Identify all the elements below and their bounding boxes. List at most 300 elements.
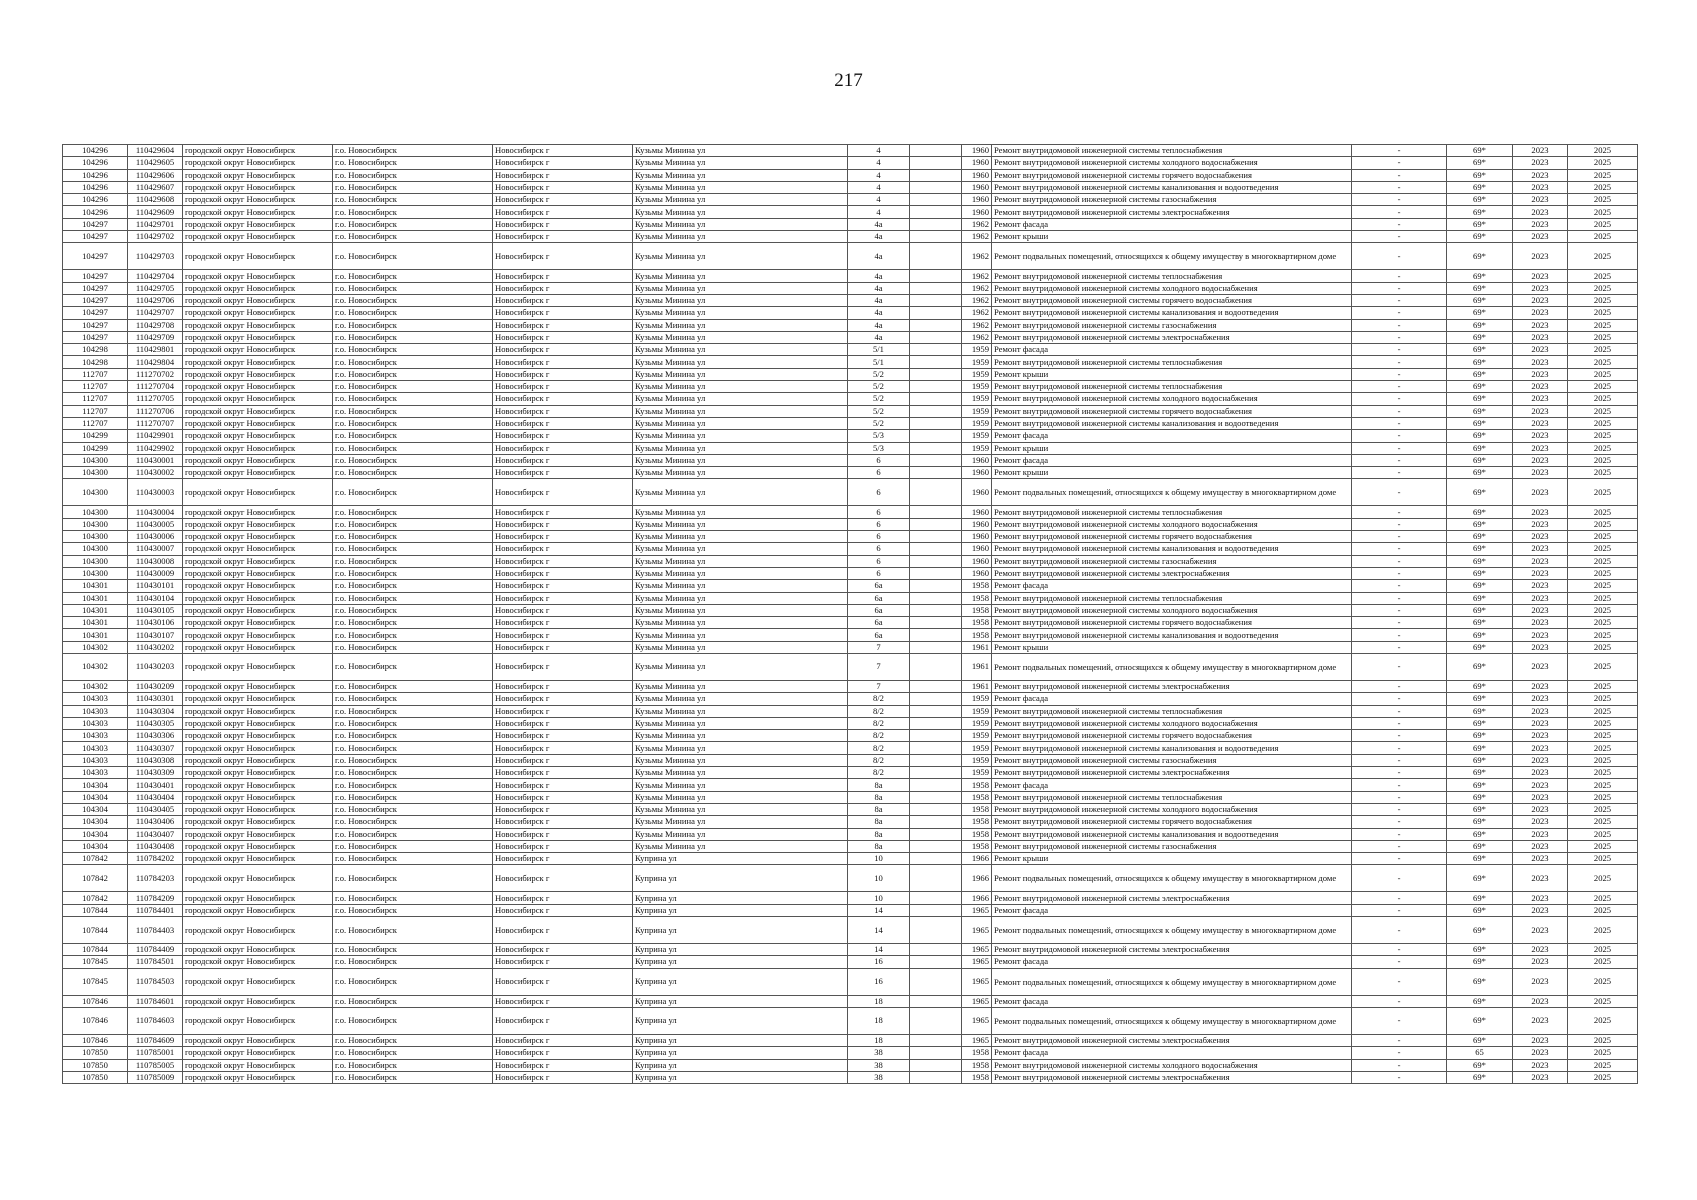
municipality-cell: г.о. Новосибирск	[333, 828, 493, 840]
year-start-cell: 2023	[1513, 1007, 1568, 1034]
work-type-cell: Ремонт подвальных помещений, относящихся к общему имуществу в многоквартирном доме	[992, 243, 1352, 270]
street-cell: Кузьмы Минина ул	[633, 319, 848, 331]
street-cell: Кузьмы Минина ул	[633, 331, 848, 343]
settlement-cell: Новосибирск г	[493, 840, 633, 852]
empty-cell	[910, 1059, 962, 1071]
empty-cell	[910, 282, 962, 294]
table-row	[63, 840, 1638, 852]
dash-cell: -	[1352, 828, 1447, 840]
empty-cell	[910, 356, 962, 368]
street-cell: Кузьмы Минина ул	[633, 479, 848, 506]
street-cell: Кузьмы Минина ул	[633, 653, 848, 680]
work-id: 110430007	[128, 543, 183, 555]
year-built-cell: 1965	[962, 1034, 992, 1046]
district-cell: городской округ Новосибирск	[183, 680, 333, 692]
value-cell: 69*	[1447, 430, 1513, 442]
empty-cell	[910, 865, 962, 892]
table-row	[63, 1059, 1638, 1071]
settlement-cell: Новосибирск г	[493, 567, 633, 579]
year-start-cell: 2023	[1513, 331, 1568, 343]
empty-cell	[910, 968, 962, 995]
empty-cell	[910, 641, 962, 653]
street-cell: Кузьмы Минина ул	[633, 580, 848, 592]
work-id: 110430008	[128, 555, 183, 567]
work-id: 110430003	[128, 479, 183, 506]
house-number-cell: 6	[848, 543, 910, 555]
year-start-cell: 2023	[1513, 467, 1568, 479]
year-end-cell: 2025	[1568, 567, 1638, 579]
house-number-cell: 8/2	[848, 730, 910, 742]
dash-cell: -	[1352, 218, 1447, 230]
district-cell: городской округ Новосибирск	[183, 368, 333, 380]
year-built-cell: 1958	[962, 617, 992, 629]
municipality-cell: г.о. Новосибирск	[333, 243, 493, 270]
empty-cell	[910, 270, 962, 282]
municipality-cell: г.о. Новосибирск	[333, 1059, 493, 1071]
work-id: 110429706	[128, 294, 183, 306]
street-cell: Кузьмы Минина ул	[633, 791, 848, 803]
building-id: 104302	[63, 641, 128, 653]
dash-cell: -	[1352, 956, 1447, 968]
work-type-cell: Ремонт подвальных помещений, относящихся к общему имуществу в многоквартирном доме	[992, 653, 1352, 680]
value-cell: 69*	[1447, 767, 1513, 779]
settlement-cell: Новосибирск г	[493, 1007, 633, 1034]
dash-cell: -	[1352, 816, 1447, 828]
street-cell: Кузьмы Минина ул	[633, 206, 848, 218]
year-built-cell: 1965	[962, 968, 992, 995]
dash-cell: -	[1352, 157, 1447, 169]
year-built-cell: 1959	[962, 742, 992, 754]
value-cell: 69*	[1447, 1007, 1513, 1034]
work-id: 110429606	[128, 169, 183, 181]
work-id: 111270706	[128, 405, 183, 417]
district-cell: городской округ Новосибирск	[183, 693, 333, 705]
value-cell: 69*	[1447, 968, 1513, 995]
year-end-cell: 2025	[1568, 454, 1638, 466]
settlement-cell: Новосибирск г	[493, 617, 633, 629]
table-row	[63, 1034, 1638, 1046]
house-number-cell: 18	[848, 1034, 910, 1046]
municipality-cell: г.о. Новосибирск	[333, 567, 493, 579]
municipality-cell: г.о. Новосибирск	[333, 1034, 493, 1046]
district-cell: городской округ Новосибирск	[183, 543, 333, 555]
value-cell: 69*	[1447, 194, 1513, 206]
street-cell: Кузьмы Минина ул	[633, 531, 848, 543]
year-start-cell: 2023	[1513, 344, 1568, 356]
municipality-cell: г.о. Новосибирск	[333, 629, 493, 641]
street-cell: Кузьмы Минина ул	[633, 604, 848, 616]
district-cell: городской округ Новосибирск	[183, 405, 333, 417]
district-cell: городской округ Новосибирск	[183, 344, 333, 356]
empty-cell	[910, 730, 962, 742]
year-start-cell: 2023	[1513, 580, 1568, 592]
settlement-cell: Новосибирск г	[493, 319, 633, 331]
dash-cell: -	[1352, 865, 1447, 892]
dash-cell: -	[1352, 543, 1447, 555]
municipality-cell: г.о. Новосибирск	[333, 840, 493, 852]
municipality-cell: г.о. Новосибирск	[333, 381, 493, 393]
house-number-cell: 38	[848, 1047, 910, 1059]
municipality-cell: г.о. Новосибирск	[333, 680, 493, 692]
building-id: 104300	[63, 567, 128, 579]
house-number-cell: 4а	[848, 307, 910, 319]
value-cell: 69*	[1447, 995, 1513, 1007]
district-cell: городской округ Новосибирск	[183, 1034, 333, 1046]
empty-cell	[910, 629, 962, 641]
work-type-cell: Ремонт внутридомовой инженерной системы газоснабжения	[992, 194, 1352, 206]
building-id: 104300	[63, 467, 128, 479]
building-id: 107845	[63, 956, 128, 968]
year-built-cell: 1958	[962, 1047, 992, 1059]
house-number-cell: 6	[848, 479, 910, 506]
municipality-cell: г.о. Новосибирск	[333, 356, 493, 368]
value-cell: 69*	[1447, 944, 1513, 956]
house-number-cell: 8/2	[848, 754, 910, 766]
work-id: 110784501	[128, 956, 183, 968]
empty-cell	[910, 754, 962, 766]
year-end-cell: 2025	[1568, 853, 1638, 865]
dash-cell: -	[1352, 555, 1447, 567]
work-id: 110429607	[128, 181, 183, 193]
house-number-cell: 5/2	[848, 405, 910, 417]
house-number-cell: 6а	[848, 617, 910, 629]
page-number: 217	[834, 70, 863, 91]
year-built-cell: 1958	[962, 779, 992, 791]
value-cell: 69*	[1447, 1059, 1513, 1071]
empty-cell	[910, 592, 962, 604]
value-cell: 69*	[1447, 442, 1513, 454]
year-start-cell: 2023	[1513, 1047, 1568, 1059]
district-cell: городской округ Новосибирск	[183, 705, 333, 717]
value-cell: 69*	[1447, 816, 1513, 828]
municipality-cell: г.о. Новосибирск	[333, 904, 493, 916]
table-row	[63, 580, 1638, 592]
value-cell: 69*	[1447, 865, 1513, 892]
district-cell: городской округ Новосибирск	[183, 531, 333, 543]
building-id: 107850	[63, 1059, 128, 1071]
municipality-cell: г.о. Новосибирск	[333, 454, 493, 466]
table-row	[63, 381, 1638, 393]
house-number-cell: 16	[848, 968, 910, 995]
value-cell: 69*	[1447, 717, 1513, 729]
year-built-cell: 1959	[962, 767, 992, 779]
year-built-cell: 1962	[962, 231, 992, 243]
year-built-cell: 1958	[962, 840, 992, 852]
empty-cell	[910, 828, 962, 840]
municipality-cell: г.о. Новосибирск	[333, 145, 493, 157]
work-id: 110430203	[128, 653, 183, 680]
work-id: 110430004	[128, 506, 183, 518]
year-built-cell: 1966	[962, 853, 992, 865]
year-end-cell: 2025	[1568, 417, 1638, 429]
value-cell: 69*	[1447, 567, 1513, 579]
settlement-cell: Новосибирск г	[493, 282, 633, 294]
building-id: 104297	[63, 294, 128, 306]
year-end-cell: 2025	[1568, 641, 1638, 653]
building-id: 104300	[63, 518, 128, 530]
district-cell: городской округ Новосибирск	[183, 282, 333, 294]
year-end-cell: 2025	[1568, 865, 1638, 892]
district-cell: городской округ Новосибирск	[183, 307, 333, 319]
district-cell: городской округ Новосибирск	[183, 479, 333, 506]
street-cell: Куприна ул	[633, 892, 848, 904]
building-id: 107842	[63, 853, 128, 865]
settlement-cell: Новосибирск г	[493, 344, 633, 356]
street-cell: Кузьмы Минина ул	[633, 157, 848, 169]
year-start-cell: 2023	[1513, 1034, 1568, 1046]
value-cell: 69*	[1447, 206, 1513, 218]
year-end-cell: 2025	[1568, 430, 1638, 442]
settlement-cell: Новосибирск г	[493, 145, 633, 157]
empty-cell	[910, 779, 962, 791]
municipality-cell: г.о. Новосибирск	[333, 853, 493, 865]
table-row	[63, 282, 1638, 294]
table-row	[63, 653, 1638, 680]
year-end-cell: 2025	[1568, 680, 1638, 692]
building-id: 104303	[63, 742, 128, 754]
dash-cell: -	[1352, 791, 1447, 803]
work-type-cell: Ремонт внутридомовой инженерной системы холодного водоснабжения	[992, 282, 1352, 294]
dash-cell: -	[1352, 356, 1447, 368]
work-type-cell: Ремонт внутридомовой инженерной системы горячего водоснабжения	[992, 816, 1352, 828]
year-built-cell: 1965	[962, 904, 992, 916]
work-type-cell: Ремонт внутридомовой инженерной системы теплоснабжения	[992, 705, 1352, 717]
work-type-cell: Ремонт внутридомовой инженерной системы канализования и водоотведения	[992, 629, 1352, 641]
value-cell: 69*	[1447, 917, 1513, 944]
year-start-cell: 2023	[1513, 995, 1568, 1007]
house-number-cell: 5/1	[848, 356, 910, 368]
house-number-cell: 8/2	[848, 693, 910, 705]
work-type-cell: Ремонт внутридомовой инженерной системы электроснабжения	[992, 1034, 1352, 1046]
settlement-cell: Новосибирск г	[493, 479, 633, 506]
value-cell: 69*	[1447, 479, 1513, 506]
year-start-cell: 2023	[1513, 181, 1568, 193]
year-end-cell: 2025	[1568, 754, 1638, 766]
street-cell: Кузьмы Минина ул	[633, 181, 848, 193]
year-built-cell: 1965	[962, 917, 992, 944]
work-type-cell: Ремонт внутридомовой инженерной системы электроснабжения	[992, 680, 1352, 692]
settlement-cell: Новосибирск г	[493, 779, 633, 791]
table-row	[63, 1047, 1638, 1059]
municipality-cell: г.о. Новосибирск	[333, 816, 493, 828]
settlement-cell: Новосибирск г	[493, 742, 633, 754]
year-start-cell: 2023	[1513, 865, 1568, 892]
settlement-cell: Новосибирск г	[493, 995, 633, 1007]
year-built-cell: 1959	[962, 717, 992, 729]
house-number-cell: 8/2	[848, 742, 910, 754]
table-row	[63, 442, 1638, 454]
year-end-cell: 2025	[1568, 442, 1638, 454]
year-built-cell: 1962	[962, 319, 992, 331]
house-number-cell: 6	[848, 506, 910, 518]
year-start-cell: 2023	[1513, 767, 1568, 779]
year-start-cell: 2023	[1513, 442, 1568, 454]
work-id: 110429801	[128, 344, 183, 356]
work-type-cell: Ремонт внутридомовой инженерной системы холодного водоснабжения	[992, 518, 1352, 530]
empty-cell	[910, 853, 962, 865]
dash-cell: -	[1352, 892, 1447, 904]
building-id: 104303	[63, 754, 128, 766]
work-type-cell: Ремонт внутридомовой инженерной системы горячего водоснабжения	[992, 169, 1352, 181]
municipality-cell: г.о. Новосибирск	[333, 218, 493, 230]
settlement-cell: Новосибирск г	[493, 270, 633, 282]
work-id: 110430306	[128, 730, 183, 742]
municipality-cell: г.о. Новосибирск	[333, 1007, 493, 1034]
building-id: 104297	[63, 270, 128, 282]
building-id: 104297	[63, 282, 128, 294]
empty-cell	[910, 169, 962, 181]
empty-cell	[910, 518, 962, 530]
year-end-cell: 2025	[1568, 828, 1638, 840]
dash-cell: -	[1352, 194, 1447, 206]
value-cell: 69*	[1447, 405, 1513, 417]
year-built-cell: 1962	[962, 307, 992, 319]
year-built-cell: 1959	[962, 430, 992, 442]
settlement-cell: Новосибирск г	[493, 555, 633, 567]
district-cell: городской округ Новосибирск	[183, 944, 333, 956]
building-id: 104296	[63, 157, 128, 169]
year-end-cell: 2025	[1568, 393, 1638, 405]
building-id: 104296	[63, 181, 128, 193]
year-built-cell: 1960	[962, 181, 992, 193]
dash-cell: -	[1352, 705, 1447, 717]
value-cell: 69*	[1447, 791, 1513, 803]
work-type-cell: Ремонт внутридомовой инженерной системы электроснабжения	[992, 944, 1352, 956]
street-cell: Куприна ул	[633, 917, 848, 944]
year-start-cell: 2023	[1513, 705, 1568, 717]
registry-rows	[63, 145, 1638, 1084]
work-type-cell: Ремонт внутридомовой инженерной системы теплоснабжения	[992, 381, 1352, 393]
work-id: 110429702	[128, 231, 183, 243]
year-end-cell: 2025	[1568, 1007, 1638, 1034]
house-number-cell: 7	[848, 641, 910, 653]
municipality-cell: г.о. Новосибирск	[333, 206, 493, 218]
work-id: 110429804	[128, 356, 183, 368]
settlement-cell: Новосибирск г	[493, 580, 633, 592]
dash-cell: -	[1352, 282, 1447, 294]
value-cell: 69*	[1447, 853, 1513, 865]
street-cell: Кузьмы Минина ул	[633, 294, 848, 306]
street-cell: Куприна ул	[633, 1047, 848, 1059]
table-row	[63, 904, 1638, 916]
work-id: 110429709	[128, 331, 183, 343]
house-number-cell: 6а	[848, 629, 910, 641]
value-cell: 69*	[1447, 779, 1513, 791]
year-end-cell: 2025	[1568, 518, 1638, 530]
municipality-cell: г.о. Новосибирск	[333, 307, 493, 319]
street-cell: Кузьмы Минина ул	[633, 430, 848, 442]
work-type-cell: Ремонт внутридомовой инженерной системы электроснабжения	[992, 331, 1352, 343]
year-end-cell: 2025	[1568, 730, 1638, 742]
street-cell: Кузьмы Минина ул	[633, 243, 848, 270]
street-cell: Кузьмы Минина ул	[633, 169, 848, 181]
year-start-cell: 2023	[1513, 194, 1568, 206]
settlement-cell: Новосибирск г	[493, 356, 633, 368]
municipality-cell: г.о. Новосибирск	[333, 956, 493, 968]
house-number-cell: 6а	[848, 592, 910, 604]
settlement-cell: Новосибирск г	[493, 892, 633, 904]
dash-cell: -	[1352, 531, 1447, 543]
district-cell: городской округ Новосибирск	[183, 816, 333, 828]
year-start-cell: 2023	[1513, 968, 1568, 995]
municipality-cell: г.о. Новосибирск	[333, 1071, 493, 1083]
dash-cell: -	[1352, 653, 1447, 680]
value-cell: 69*	[1447, 218, 1513, 230]
table-row	[63, 803, 1638, 815]
year-built-cell: 1958	[962, 1071, 992, 1083]
building-id: 104303	[63, 717, 128, 729]
table-row	[63, 145, 1638, 157]
value-cell: 69*	[1447, 828, 1513, 840]
year-built-cell: 1960	[962, 157, 992, 169]
empty-cell	[910, 307, 962, 319]
year-end-cell: 2025	[1568, 282, 1638, 294]
table-row	[63, 157, 1638, 169]
dash-cell: -	[1352, 754, 1447, 766]
year-end-cell: 2025	[1568, 479, 1638, 506]
work-type-cell: Ремонт внутридомовой инженерной системы электроснабжения	[992, 206, 1352, 218]
year-built-cell: 1960	[962, 555, 992, 567]
table-row	[63, 816, 1638, 828]
year-end-cell: 2025	[1568, 331, 1638, 343]
year-start-cell: 2023	[1513, 430, 1568, 442]
year-start-cell: 2023	[1513, 531, 1568, 543]
house-number-cell: 6	[848, 531, 910, 543]
district-cell: городской округ Новосибирск	[183, 865, 333, 892]
table-row	[63, 604, 1638, 616]
settlement-cell: Новосибирск г	[493, 417, 633, 429]
year-start-cell: 2023	[1513, 617, 1568, 629]
dash-cell: -	[1352, 243, 1447, 270]
year-built-cell: 1960	[962, 169, 992, 181]
district-cell: городской округ Новосибирск	[183, 791, 333, 803]
year-end-cell: 2025	[1568, 693, 1638, 705]
work-id: 110430107	[128, 629, 183, 641]
year-start-cell: 2023	[1513, 479, 1568, 506]
work-id: 110430001	[128, 454, 183, 466]
year-built-cell: 1958	[962, 629, 992, 641]
building-id: 104301	[63, 604, 128, 616]
year-end-cell: 2025	[1568, 592, 1638, 604]
building-id: 104303	[63, 705, 128, 717]
district-cell: городской округ Новосибирск	[183, 194, 333, 206]
house-number-cell: 6	[848, 454, 910, 466]
value-cell: 69*	[1447, 730, 1513, 742]
dash-cell: -	[1352, 592, 1447, 604]
empty-cell	[910, 840, 962, 852]
dash-cell: -	[1352, 518, 1447, 530]
work-type-cell: Ремонт крыши	[992, 853, 1352, 865]
district-cell: городской округ Новосибирск	[183, 331, 333, 343]
year-start-cell: 2023	[1513, 319, 1568, 331]
dash-cell: -	[1352, 1047, 1447, 1059]
year-built-cell: 1960	[962, 531, 992, 543]
year-end-cell: 2025	[1568, 218, 1638, 230]
house-number-cell: 18	[848, 1007, 910, 1034]
district-cell: городской округ Новосибирск	[183, 892, 333, 904]
street-cell: Кузьмы Минина ул	[633, 803, 848, 815]
building-id: 104301	[63, 592, 128, 604]
year-start-cell: 2023	[1513, 892, 1568, 904]
work-id: 111270704	[128, 381, 183, 393]
empty-cell	[910, 331, 962, 343]
year-end-cell: 2025	[1568, 145, 1638, 157]
building-id: 107846	[63, 1034, 128, 1046]
year-start-cell: 2023	[1513, 604, 1568, 616]
district-cell: городской округ Новосибирск	[183, 730, 333, 742]
year-start-cell: 2023	[1513, 393, 1568, 405]
table-row	[63, 294, 1638, 306]
